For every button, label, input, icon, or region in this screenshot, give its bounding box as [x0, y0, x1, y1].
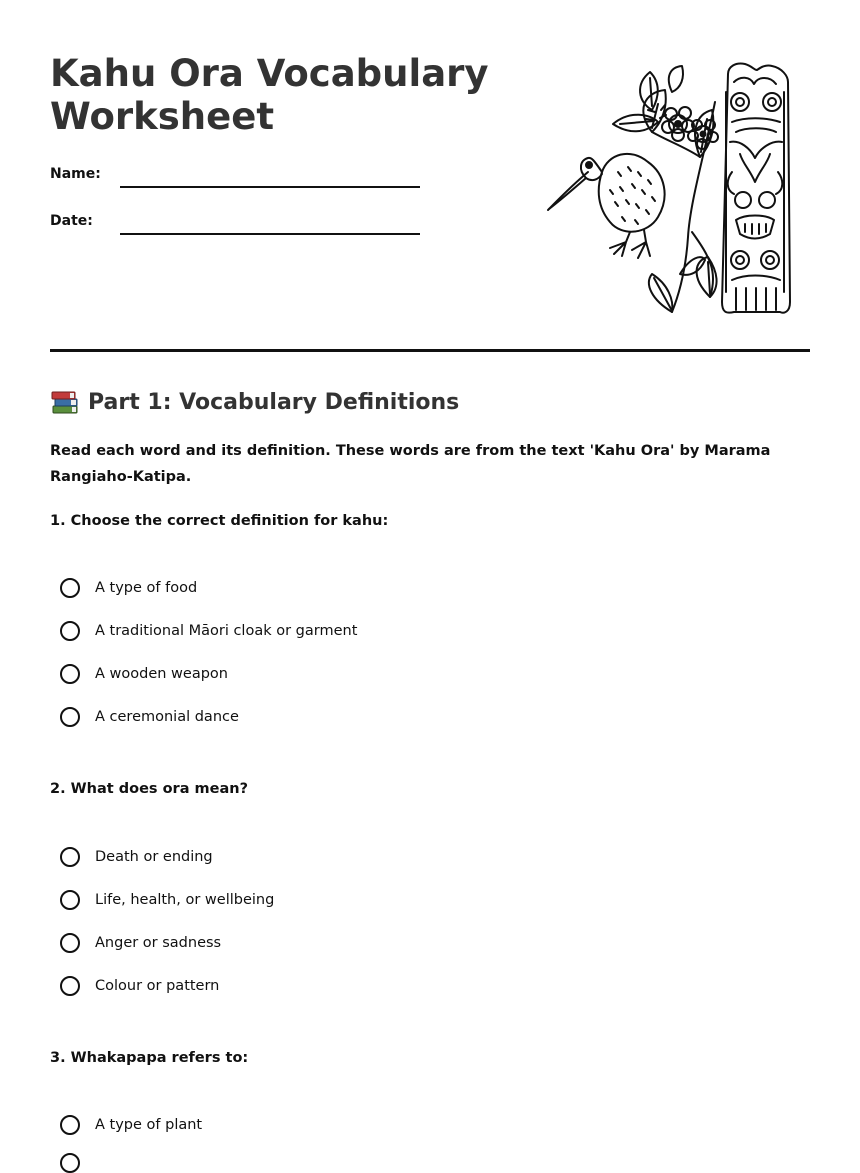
q2-option-4[interactable]	[60, 976, 219, 996]
kiwi-bird-and-carving-illustration	[540, 62, 800, 317]
q3-option-2[interactable]	[60, 1153, 95, 1173]
question-3-prompt: 3. Whakapapa refers to:	[50, 1050, 249, 1066]
question-1-prompt: 1. Choose the correct definition for kahu:	[50, 513, 389, 529]
radio-button[interactable]	[60, 847, 80, 867]
option-label: Death or ending	[95, 849, 213, 865]
radio-button[interactable]	[60, 664, 80, 684]
radio-button[interactable]	[60, 933, 80, 953]
date-field[interactable]	[120, 233, 420, 235]
question-2-prompt: 2. What does ora mean?	[50, 781, 248, 797]
name-label: Name:	[50, 166, 101, 182]
radio-button[interactable]	[60, 1153, 80, 1173]
option-label: Colour or pattern	[95, 978, 220, 994]
q1-option-2[interactable]	[60, 621, 357, 641]
part1-heading	[50, 388, 459, 416]
q2-option-1[interactable]	[60, 847, 213, 867]
q1-option-3[interactable]	[60, 664, 228, 684]
radio-button[interactable]	[60, 621, 80, 641]
option-label: A traditional Māori cloak or garment	[95, 623, 358, 639]
radio-button[interactable]	[60, 578, 80, 598]
header-divider	[50, 349, 810, 352]
name-field[interactable]	[120, 186, 420, 188]
option-label: Life, health, or wellbeing	[95, 892, 275, 908]
option-label: A ceremonial dance	[95, 709, 239, 725]
radio-button[interactable]	[60, 1115, 80, 1135]
option-label: A type of plant	[95, 1117, 203, 1133]
option-label: A wooden weapon	[95, 666, 228, 682]
q1-option-1[interactable]	[60, 578, 197, 598]
part1-title: Part 1: Vocabulary Definitions	[88, 389, 460, 415]
q1-option-4[interactable]	[60, 707, 239, 727]
option-label: A type of food	[95, 580, 198, 596]
part1-intro: Read each word and its definition. These words are from the text 'Kahu Ora' by Marama Rangiaho-Katipa.	[50, 443, 771, 485]
q3-option-1[interactable]	[60, 1115, 202, 1135]
radio-button[interactable]	[60, 976, 80, 996]
radio-button[interactable]	[60, 890, 80, 910]
books-icon	[50, 388, 80, 416]
radio-button[interactable]	[60, 707, 80, 727]
option-label: Anger or sadness	[95, 935, 222, 951]
date-label: Date:	[50, 213, 93, 229]
q2-option-3[interactable]	[60, 933, 221, 953]
q2-option-2[interactable]	[60, 890, 274, 910]
worksheet-title: Kahu Ora Vocabulary Worksheet	[50, 52, 489, 138]
